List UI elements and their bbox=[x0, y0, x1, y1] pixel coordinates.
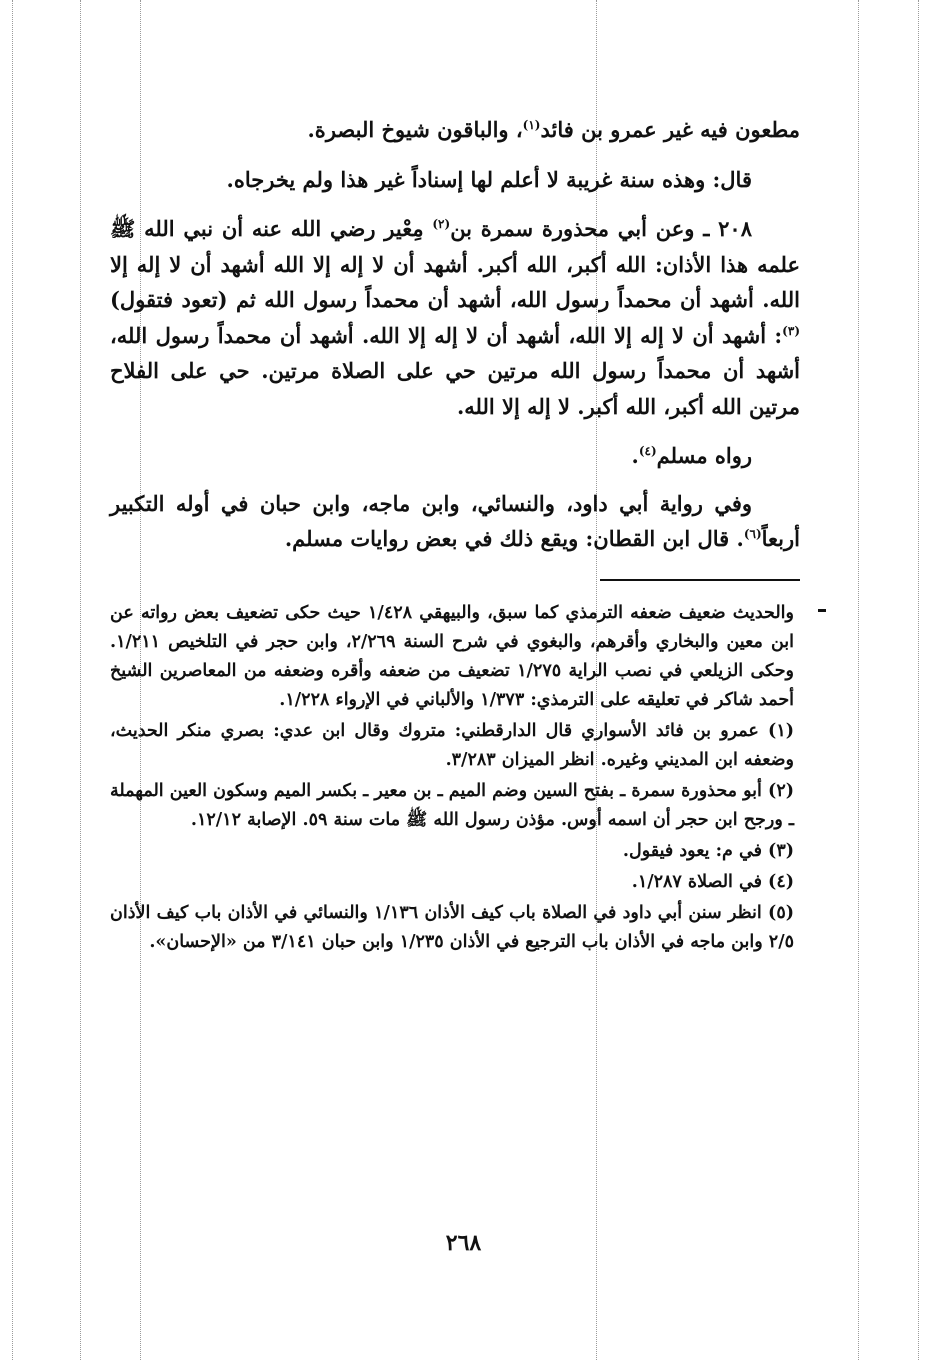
text-run: مِعْير رضي الله عنه أن نبي الله ﷺ علمه هذا الأذان: الله أكبر، الله أكبر. أشهد أن لا إله إلا الله أشهد أن لا إله إلا الله. أشهد أن محمداً رسول الله، أشهد أن محمداً رسول الله ثم (تعود فتقول) bbox=[110, 216, 800, 312]
scan-guide-line bbox=[918, 0, 919, 1360]
scan-guide-line bbox=[80, 0, 81, 1360]
footnotes bbox=[110, 599, 800, 957]
text-run: . bbox=[631, 443, 639, 468]
body-paragraph-1 bbox=[110, 112, 800, 148]
text-run: وفي رواية أبي داود، والنسائي، وابن ماجه، وابن حبان في أوله التكبير أربعاً bbox=[110, 490, 800, 551]
body-paragraph-5 bbox=[110, 486, 800, 557]
text-run: . قال ابن القطان: ويقع ذلك في بعض روايات مسلم. bbox=[284, 526, 744, 551]
footnote-separator bbox=[600, 579, 800, 581]
text-run: : أشهد أن لا إله إلا الله، أشهد أن لا إله إلا الله. أشهد أن محمداً رسول الله، أشهد أن محمداً رسول الله مرتين حي على الصلاة مرتين. حي على الفلاح مرتين الله أكبر، الله أكبر. لا إله إلا الله. bbox=[110, 322, 800, 419]
footnote-1: (١) عمرو بن فائد الأسواري قال الدارقطني: متروك وقال ابن عدي: بصري منكر الحديث، وضعفه ابن المديني وغيره. انظر الميزان ٣/٢٨٣. bbox=[110, 720, 794, 770]
footnote-5: (٥) انظر سنن أبي داود في الصلاة باب كيف الأذان ١/١٣٦ والنسائي في الأذان باب كيف الأذان ٢/٥ وابن ماجه في الأذان باب الترجيع في الأذان ١/٢٣٥ وابن حبان ٣/١٤١ من «الإحسان». bbox=[110, 902, 794, 952]
footnote-ref: (١) bbox=[522, 118, 541, 132]
footnote-4: (٤) في الصلاة ١/٢٨٧. bbox=[631, 871, 794, 892]
text-run: رواه مسلم bbox=[656, 443, 752, 468]
page-number: ٢٦٨ bbox=[445, 1230, 482, 1256]
hadith-paragraph-208 bbox=[110, 211, 800, 424]
footnote-text: والحديث ضعيف ضعفه الترمذي كما سبق، والبيهقي ١/٤٢٨ حيث حكى تضعيف بعض رواته عن ابن معين والبخاري وأقرهم، والبغوي في شرح السنة ٢/٢٦٩، وابن حجر في التلخيص ١/٢١١. وحكى الزيلعي في نصب الراية ١/٢٧٥ تضعيف من ضعفه وأقره وضعفه من المعاصرين الشيخ أحمد شاكر في تعليقه على الترمذي: ١/٣٧٣ والألباني في الإرواء ١/٢٢٨. bbox=[110, 602, 795, 710]
narration-source bbox=[110, 438, 800, 474]
body-paragraph-2: قال: وهذه سنة غريبة لا أعلم لها إسناداً غير هذا ولم يخرجاه. bbox=[226, 166, 752, 192]
footnote-ref: (٤) bbox=[638, 444, 657, 458]
footnote-2: (٢) أبو محذورة سمرة ـ بفتح السين وضم الميم ـ بن معير ـ بكسر الميم وسكون العين المهملة ـ ورجح ابن حجر أن اسمه أوس. مؤذن رسول الله ﷺ مات سنة ٥٩. الإصابة ١٢/١٢. bbox=[110, 780, 794, 830]
text-run: مطعون فيه غير عمرو بن فائد bbox=[540, 117, 800, 142]
footnote-ref: (٦) bbox=[743, 527, 762, 541]
continuation-mark bbox=[818, 609, 826, 612]
footnote-ref: (٣) bbox=[782, 323, 800, 338]
footnote-ref: (٢) bbox=[432, 217, 451, 231]
text-run: ٢٠٨ ـ وعن أبي محذورة سمرة بن bbox=[450, 216, 752, 241]
footnote-continued bbox=[110, 599, 800, 715]
page-content bbox=[110, 112, 800, 959]
scan-guide-line bbox=[12, 0, 13, 1360]
scan-guide-line bbox=[858, 0, 859, 1360]
footnote-3: (٣) في م: يعود فيقول. bbox=[622, 840, 794, 861]
text-run: ، والباقون شيوخ البصرة. bbox=[307, 117, 523, 142]
